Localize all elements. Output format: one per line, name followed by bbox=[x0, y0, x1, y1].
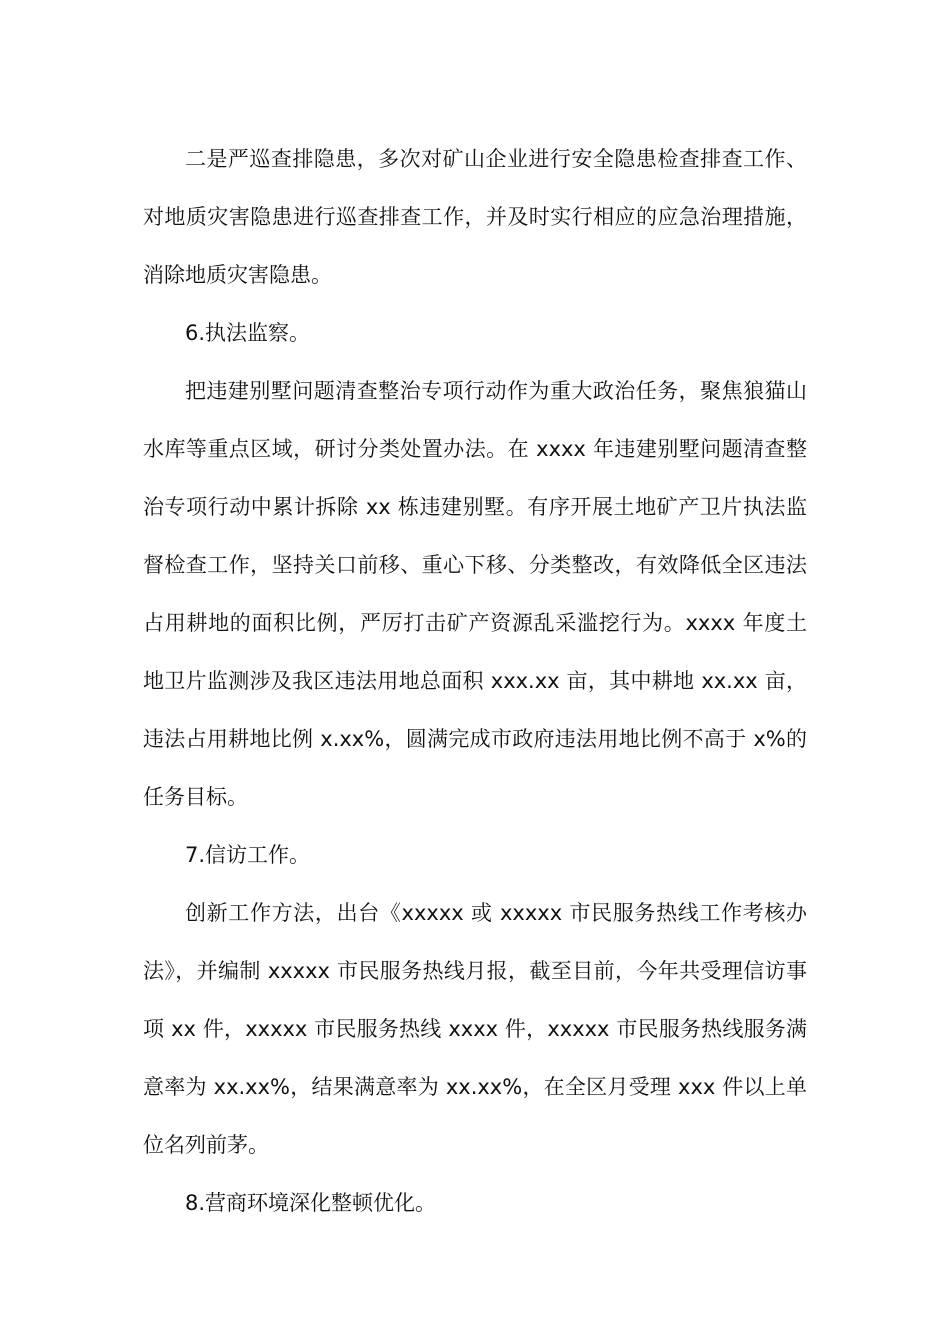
paragraph-enforcement: 把违建别墅问题清查整治专项行动作为重大政治任务，聚焦狼猫山水库等重点区域，研讨分类处置办法。在 xxxx 年违建别墅问题清查整治专项行动中累计拆除 xx 栋违建别墅。有序开展土地矿产卫片执法监督检查工作，坚持关口前移、重心下移、分类整改，有效降低全区违法占用耕地的面积比例，严厉打击矿产资源乱采滥挖行为。xxxx 年度土地卫片监测涉及我区违法用地总面积 xxx.xx 亩，其中耕地 xx.xx 亩，违法占用耕地比例 x.xx%，圆满完成市政府违法用地比例不高于 x%的任务目标。 bbox=[143, 379, 807, 809]
section-heading-business-environment: 8.营商环境深化整顿优化。 bbox=[185, 1191, 437, 1215]
document-body bbox=[143, 130, 807, 1232]
section-heading-enforcement: 6.执法监察。 bbox=[185, 321, 311, 345]
paragraph-inspection: 二是严巡查排隐患，多次对矿山企业进行安全隐患检查排查工作、对地质灾害隐患进行巡查排查工作，并及时实行相应的应急治理措施，消除地质灾害隐患。 bbox=[143, 147, 807, 287]
paragraph-petition: 创新工作方法，出台《xxxxx 或 xxxxx 市民服务热线工作考核办法》，并编制 xxxxx 市民服务热线月报，截至目前，今年共受理信访事项 xx 件，xxxxx 市民服务热线 xxxx 件，xxxxx 市民服务热线服务满意率为 xx.xx%，结果满意率为 xx.xx%，在全区月受理 xxx 件以上单位名列前茅。 bbox=[143, 901, 807, 1157]
section-heading-petition: 7.信访工作。 bbox=[185, 843, 311, 867]
